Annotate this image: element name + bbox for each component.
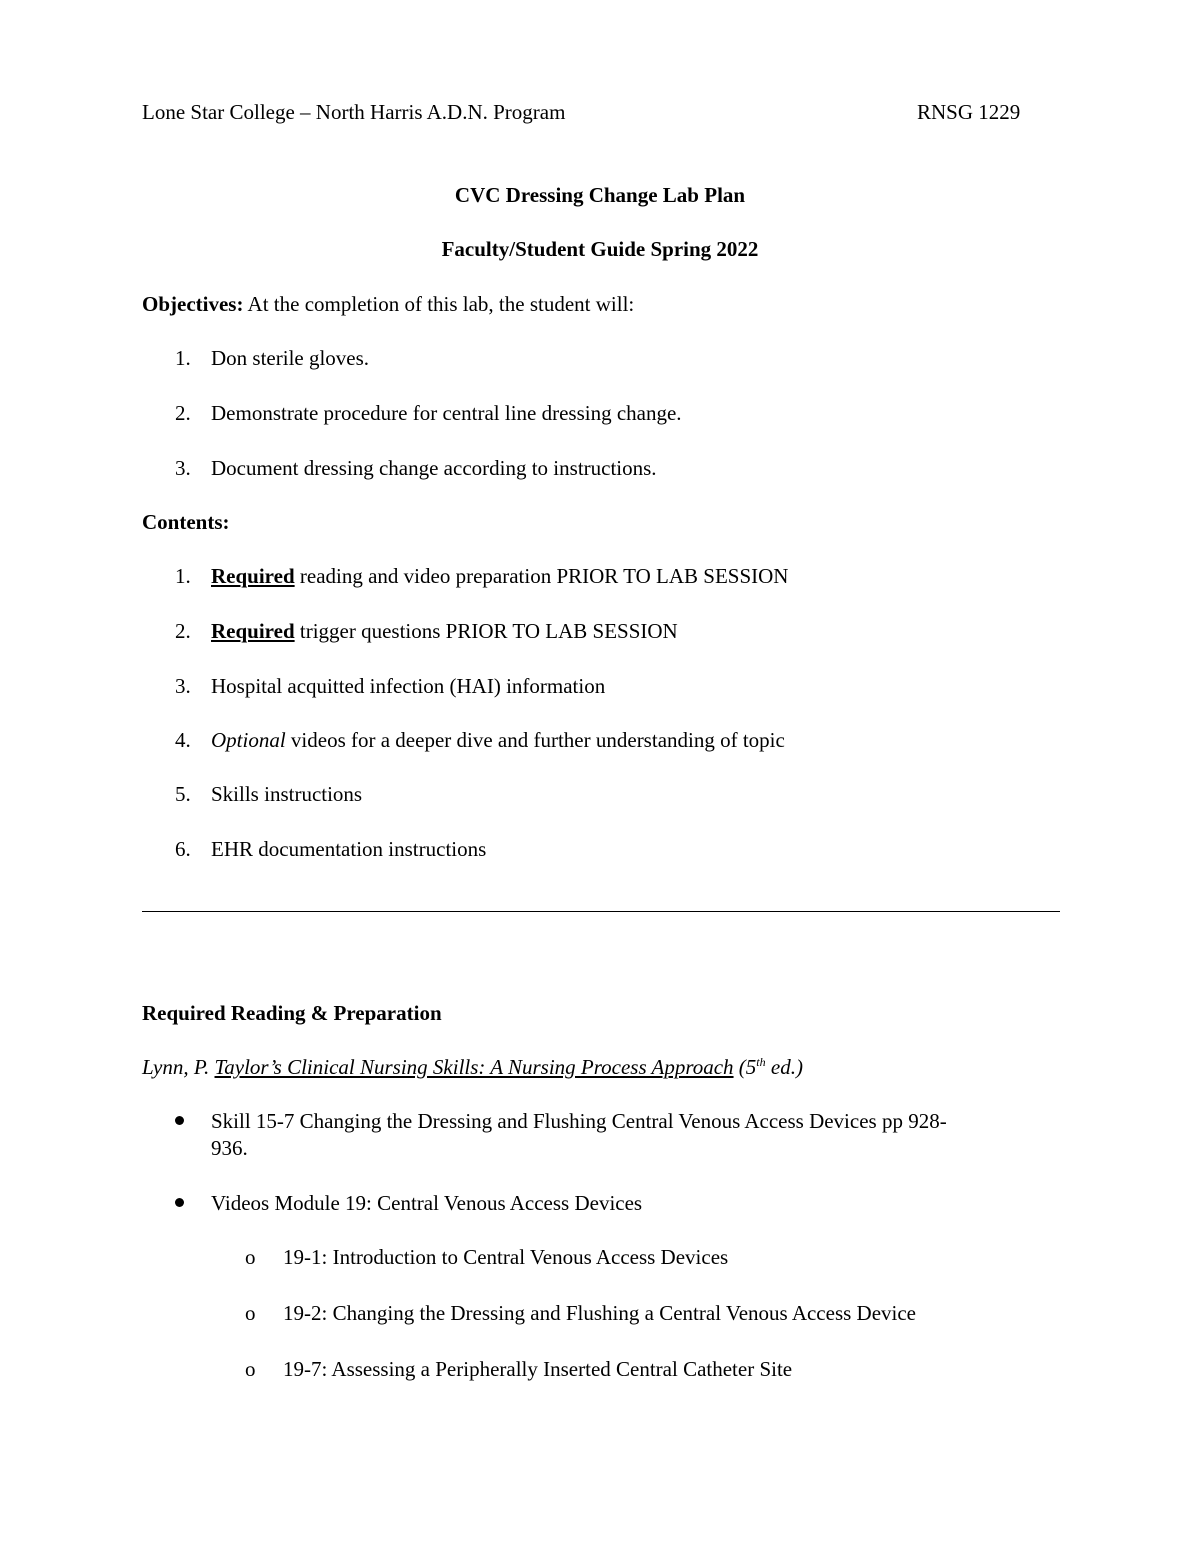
header-left: Lone Star College – North Harris A.D.N. Program [142, 100, 566, 124]
document-subtitle: Faculty/Student Guide Spring 2022 [441, 237, 759, 261]
citation-edition-sup: th [756, 1055, 766, 1069]
objectives-label: Objectives: [142, 292, 244, 316]
list-text: Don sterile gloves. [211, 346, 370, 370]
circle-bullet-icon: o [245, 1245, 256, 1269]
list-number: 1. [175, 346, 191, 370]
bullet-text: Videos Module 19: Central Venous Access Devices [211, 1191, 643, 1215]
list-number: 3. [175, 674, 191, 698]
bullet-icon [175, 1116, 184, 1125]
list-number: 2. [175, 401, 191, 425]
document-title: CVC Dressing Change Lab Plan [454, 183, 746, 207]
list-number: 4. [175, 728, 191, 752]
list-number: 6. [175, 837, 191, 861]
bullet-icon [175, 1198, 184, 1207]
list-text: EHR documentation instructions [211, 837, 487, 861]
citation-edition-close: ed.) [765, 1055, 803, 1079]
subitem-text: 19-1: Introduction to Central Venous Access Devices [283, 1245, 729, 1269]
list-text: Skills instructions [211, 782, 363, 806]
section-divider [142, 911, 1060, 912]
objectives-intro [142, 292, 634, 317]
bullet-text: Skill 15-7 Changing the Dressing and Flushing Central Venous Access Devices pp 928- [211, 1109, 947, 1133]
list-text: Demonstrate procedure for central line dressing change. [211, 401, 682, 425]
contents-label: Contents: [142, 510, 230, 534]
list-number: 5. [175, 782, 191, 806]
header-right: RNSG 1229 [917, 100, 1021, 124]
list-text: reading and video preparation PRIOR TO LAB SESSION [294, 564, 789, 588]
circle-bullet-icon: o [245, 1301, 256, 1325]
list-number: 2. [175, 619, 191, 643]
citation-book-title: Taylor’s Clinical Nursing Skills: A Nursing Process Approach [214, 1055, 734, 1079]
list-number: 1. [175, 564, 191, 588]
list-number: 3. [175, 456, 191, 480]
bullet-text-continued: 936. [211, 1136, 248, 1160]
circle-bullet-icon: o [245, 1357, 256, 1381]
textbook-citation [142, 1055, 803, 1080]
required-emphasis: Required [211, 619, 295, 643]
citation-author: Lynn, P. [142, 1055, 215, 1079]
list-text: trigger questions PRIOR TO LAB SESSION [294, 619, 678, 643]
optional-emphasis: Optional [211, 728, 286, 752]
citation-edition: (5 [733, 1055, 757, 1079]
list-text: Document dressing change according to instructions. [211, 456, 657, 480]
list-text: videos for a deeper dive and further understanding of topic [285, 728, 785, 752]
reading-heading: Required Reading & Preparation [142, 1001, 442, 1025]
required-emphasis: Required [211, 564, 295, 588]
subitem-text: 19-2: Changing the Dressing and Flushing a Central Venous Access Device [283, 1301, 917, 1325]
list-text: Hospital acquitted infection (HAI) information [211, 674, 606, 698]
objectives-intro-text: At the completion of this lab, the student will: [243, 292, 635, 316]
subitem-text: 19-7: Assessing a Peripherally Inserted Central Catheter Site [283, 1357, 793, 1381]
